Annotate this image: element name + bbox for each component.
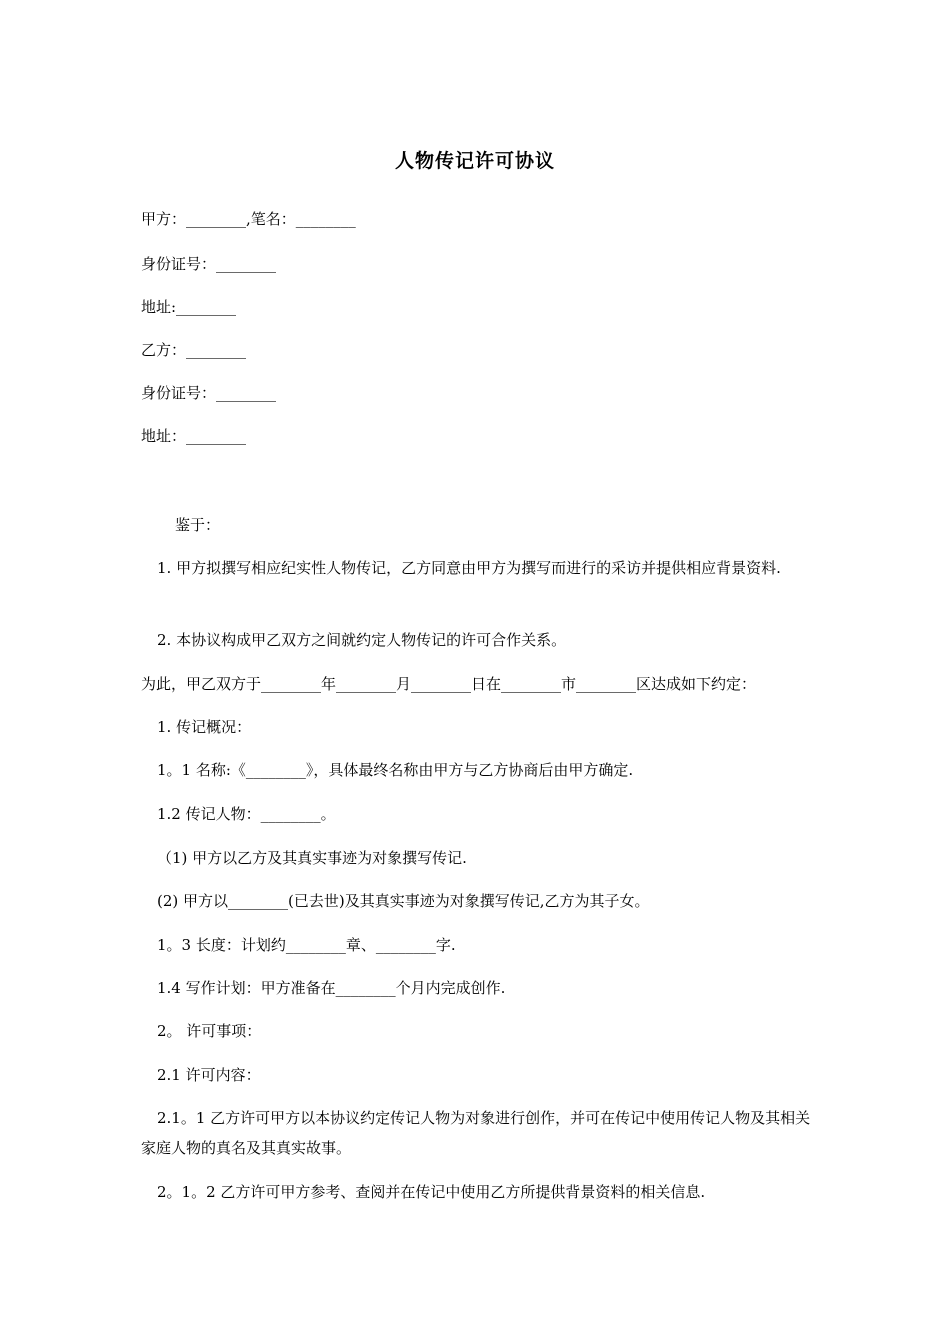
clause-1-2-option-2: (2) 甲方以________(已去世)及其真实事迹为对象撰写传记,乙方为其子女。: [157, 892, 650, 910]
recital-2: 2. 本协议构成甲乙双方之间就约定人物传记的许可合作关系。: [157, 631, 567, 649]
whereas-heading: 鉴于：: [175, 516, 221, 534]
clause-2-1-1: 2.1。1 乙方许可甲方以本协议约定传记人物为对象进行创作，并可在传记中使用传记人物及其相关家庭人物的真名及其真实故事。: [141, 1109, 811, 1157]
clause-1-2-option-1: （1) 甲方以乙方及其真实事迹为对象撰写传记.: [157, 849, 467, 867]
recital-1: 1. 甲方拟撰写相应纪实性人物传记，乙方同意由甲方为撰写而进行的采访并提供相应背景资料.: [157, 559, 781, 577]
clause-2-heading: 2。 许可事项：: [157, 1022, 262, 1040]
clause-1-4: 1.4 写作计划：甲方准备在________个月内完成创作.: [157, 979, 506, 997]
party-b-name-line: 乙方：________: [141, 341, 247, 359]
party-a-address-line: 地址:________: [141, 298, 237, 316]
clause-1-1: 1。1 名称:《________》，具体最终名称由甲方与乙方协商后由甲方确定.: [157, 761, 634, 779]
party-a-id-line: 身份证号：________: [141, 255, 277, 273]
clause-2-1: 2.1 许可内容：: [157, 1066, 261, 1084]
agreement-intro: 为此，甲乙双方于________年________月________日在________市________区达成如下约定：: [141, 675, 757, 693]
party-b-address-line: 地址：________: [141, 427, 247, 445]
party-a-name-line: 甲方：________,笔名：________: [141, 210, 356, 228]
clause-1-heading: 1. 传记概况：: [157, 718, 252, 736]
clause-1-3: 1。3 长度：计划约________章、________字.: [157, 936, 456, 954]
document-title: 人物传记许可协议: [394, 150, 555, 172]
clause-1-2: 1.2 传记人物：________。: [157, 805, 336, 823]
clause-2-1-2: 2。1。2 乙方许可甲方参考、查阅并在传记中使用乙方所提供背景资料的相关信息.: [157, 1183, 706, 1201]
party-b-id-line: 身份证号：________: [141, 384, 277, 402]
